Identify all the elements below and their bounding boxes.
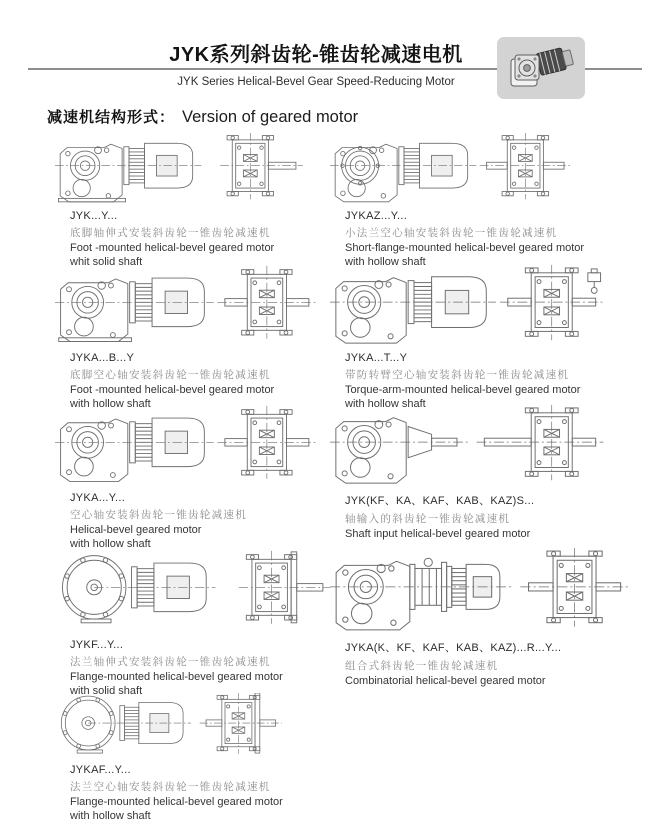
caption-en-line2: with hollow shaft — [345, 397, 426, 410]
torque-arm-hollow-shaft-drawing — [330, 265, 642, 349]
caption-en-line2: whit solid shaft — [70, 255, 143, 268]
caption-model: JYKAF...Y... — [70, 764, 131, 776]
caption-en-line1: Torque-arm-mounted helical-bevel geared motor — [345, 384, 581, 396]
section-heading — [47, 106, 358, 127]
caption-en-line1: Helical-bevel geared motor — [70, 524, 202, 536]
caption-zh: 轴输入的斜齿轮一锥齿轮减速机 — [345, 513, 511, 525]
caption-model: JYKF...Y... — [70, 639, 124, 651]
caption-zh: 法兰轴伸式安装斜齿轮一锥齿轮减速机 — [70, 656, 271, 668]
caption-en-line1: Shaft input helical-bevel geared motor — [345, 528, 531, 540]
page-title: JYK系列斜齿轮-锥齿轮减速电机 — [169, 44, 463, 66]
short-flange-hollow-shaft-drawing — [330, 133, 642, 207]
combinatorial-drawing — [330, 548, 642, 636]
caption-en-line1: Foot -mounted helical-bevel geared motor — [70, 384, 275, 396]
caption-model: JYK(KF、KA、KAF、KAB、KAZ)S... — [345, 495, 535, 507]
hollow-shaft-drawing — [55, 405, 335, 489]
caption-en-line2: with hollow shaft — [345, 255, 426, 268]
flange-mounted-solid-shaft-drawing — [55, 548, 335, 636]
foot-mounted-hollow-shaft-drawing — [55, 265, 335, 349]
caption-en-line1: Foot -mounted helical-bevel geared motor — [70, 242, 275, 254]
caption-en-line2: with hollow shaft — [70, 809, 151, 822]
caption-zh: 空心轴安装斜齿轮一锥齿轮减速机 — [70, 509, 247, 521]
caption-en-line2: with hollow shaft — [70, 397, 151, 410]
caption-model: JYK...Y... — [70, 210, 118, 222]
caption-zh: 带防转臂空心轴安装斜齿轮一锥齿轮减速机 — [345, 369, 570, 381]
figure-cell-jyka-foot-hollow — [55, 265, 335, 411]
caption-zh: 底脚轴伸式安装斜齿轮一锥齿轮减速机 — [70, 227, 271, 239]
page-subtitle: JYK Series Helical-Bevel Gear Speed-Reducing Motor — [177, 76, 455, 88]
caption-en-line1: Flange-mounted helical-bevel geared motor — [70, 671, 283, 683]
figure-cell-jykaf-flange-hollow — [55, 693, 335, 823]
foot-mounted-solid-shaft-drawing — [55, 133, 335, 207]
figure-cell-jyk-shaft-input — [330, 405, 642, 542]
caption-zh: 组合式斜齿轮一锥齿轮减速机 — [345, 660, 499, 672]
caption-model: JYKA(K、KF、KAF、KAB、KAZ)...R...Y... — [345, 642, 562, 654]
gearmotor-isometric-icon — [497, 37, 585, 99]
figure-cell-jykaz-short-flange — [330, 133, 642, 269]
caption-en-line2: with solid shaft — [70, 684, 143, 697]
caption-model: JYKAZ...Y... — [345, 210, 408, 222]
figure-cell-jyka-torque-arm — [330, 265, 642, 411]
caption-en-line2: with hollow shaft — [70, 537, 151, 550]
shaft-input-drawing — [330, 405, 642, 489]
caption-model: JYKA...B...Y — [70, 352, 135, 364]
caption-en-line1: Combinatorial helical-bevel geared motor — [345, 675, 546, 687]
figure-cell-jykf-flange-solid — [55, 548, 335, 698]
figure-cell-jyk-foot-solid — [55, 133, 335, 269]
section-heading-zh: 减速机结构形式： — [47, 109, 176, 126]
caption-zh: 底脚空心轴安装斜齿轮一锥齿轮减速机 — [70, 369, 271, 381]
caption-en-line1: Short-flange-mounted helical-bevel geared motor — [345, 242, 585, 254]
caption-model: JYKA...T...Y — [345, 352, 408, 364]
caption-model: JYKA...Y... — [70, 492, 126, 504]
flange-mounted-hollow-shaft-drawing — [55, 693, 335, 761]
caption-zh: 小法兰空心轴安装斜齿轮一锥齿轮减速机 — [345, 227, 558, 239]
section-heading-en: Version of geared motor — [182, 108, 359, 126]
figure-cell-jyka-combinatorial — [330, 548, 642, 689]
caption-en-line1: Flange-mounted helical-bevel geared motor — [70, 796, 283, 808]
figure-cell-jyka-hollow — [55, 405, 335, 551]
caption-zh: 法兰空心轴安装斜齿轮一锥齿轮减速机 — [70, 781, 271, 793]
